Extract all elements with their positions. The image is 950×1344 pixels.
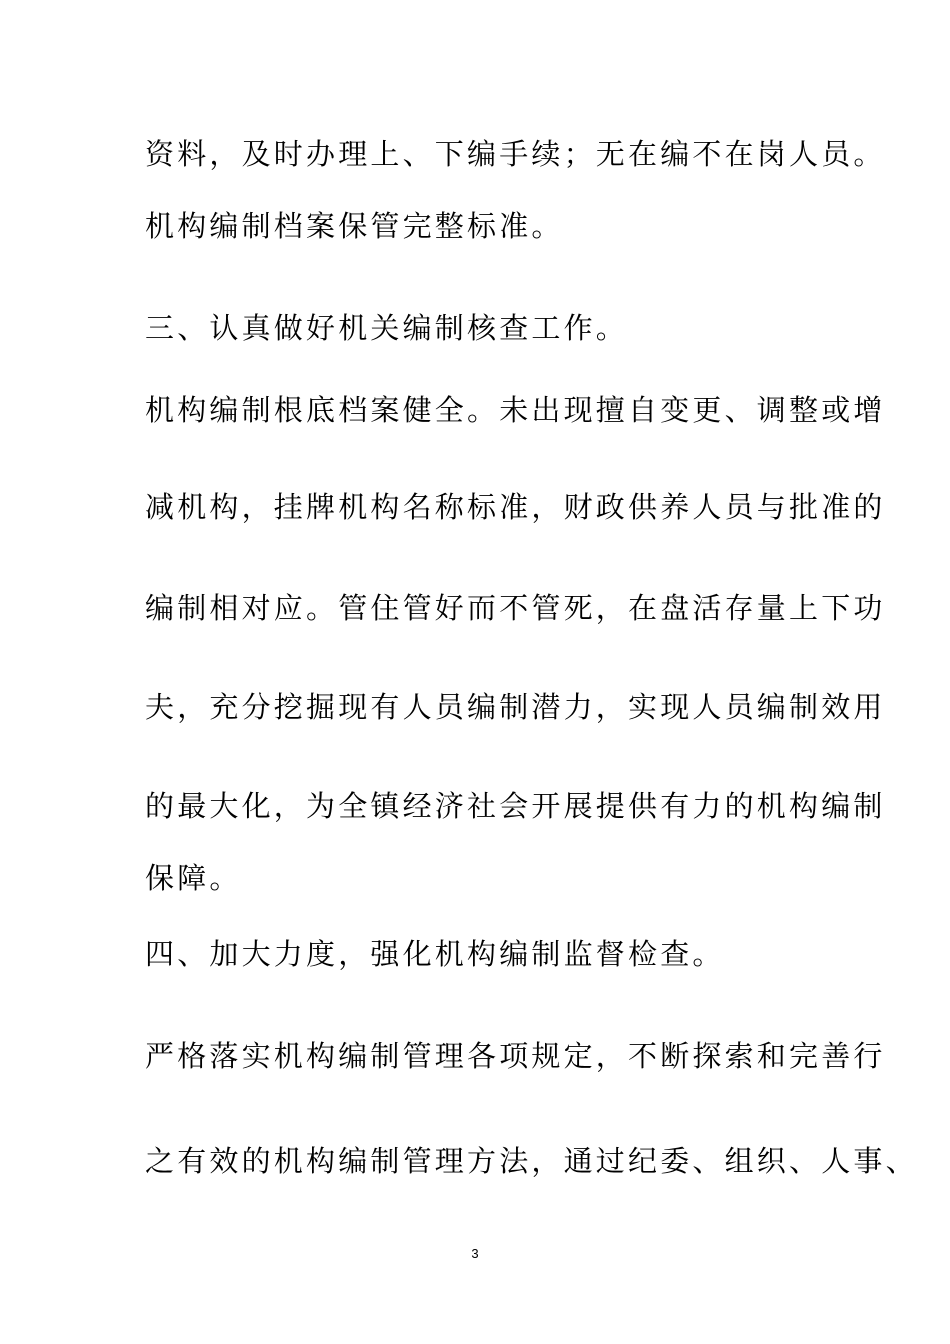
- body-text-line: 保障。: [145, 861, 242, 895]
- body-text-line: 夫，充分挖掘现有人员编制潜力，实现人员编制效用: [145, 690, 886, 724]
- body-text-line: 严格落实机构编制管理各项规定，不断探索和完善行: [145, 1039, 886, 1073]
- body-text-line: 机构编制档案保管完整标准。: [145, 209, 564, 243]
- body-text-line: 之有效的机构编制管理方法，通过纪委、组织、人事、: [145, 1144, 918, 1178]
- section-heading: 三、认真做好机关编制核查工作。: [145, 311, 629, 345]
- body-text-line: 机构编制根底档案健全。未出现擅自变更、调整或增: [145, 393, 886, 427]
- body-text-line: 编制相对应。管住管好而不管死，在盘活存量上下功: [145, 591, 886, 625]
- page-number: 3: [471, 1246, 479, 1261]
- section-heading: 四、加大力度，强化机构编制监督检查。: [145, 937, 725, 971]
- body-text-line: 减机构，挂牌机构名称标准，财政供养人员与批准的: [145, 490, 886, 524]
- body-text-line: 资料，及时办理上、下编手续；无在编不在岗人员。: [145, 137, 886, 171]
- body-text-line: 的最大化，为全镇经济社会开展提供有力的机构编制: [145, 789, 886, 823]
